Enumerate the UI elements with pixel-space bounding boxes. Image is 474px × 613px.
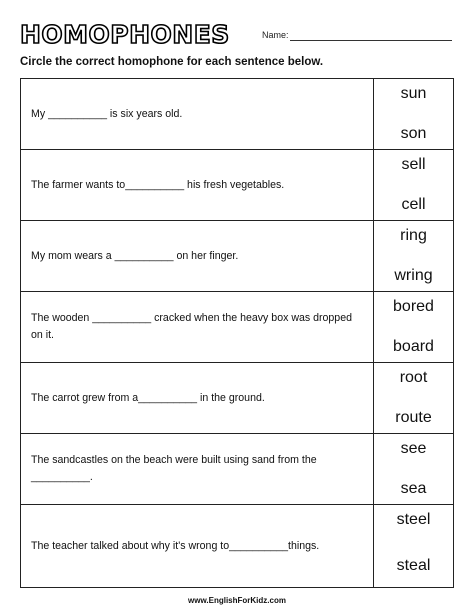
choice-option[interactable]: wring	[394, 267, 433, 284]
table-row	[21, 434, 453, 505]
sentence-text: The carrot grew from a__________ in the ground.	[31, 391, 265, 404]
choices-cell	[374, 363, 453, 433]
sentence-text: The teacher talked about why it's wrong to__________things.	[31, 539, 320, 552]
sentence-text: The wooden __________ cracked when the heavy box was dropped on it.	[31, 312, 352, 341]
choice-option[interactable]: ring	[400, 227, 427, 244]
choice-option[interactable]: see	[400, 440, 427, 457]
sentence-text: My __________ is six years old.	[31, 107, 183, 120]
choice-option[interactable]: bored	[393, 298, 434, 315]
choice-option[interactable]: sun	[400, 85, 427, 102]
sentence-text: The sandcastles on the beach were built using sand from the __________.	[31, 454, 317, 483]
table-row	[21, 292, 453, 363]
sentence-cell	[21, 221, 374, 291]
choice-option[interactable]: son	[400, 125, 427, 142]
choices-cell	[374, 505, 453, 587]
sentence-cell	[21, 505, 374, 587]
table-row	[21, 150, 453, 221]
sentence-cell	[21, 434, 374, 504]
choice-option[interactable]: steel	[396, 511, 431, 528]
sentence-cell	[21, 363, 374, 433]
instructions: Circle the correct homophone for each sentence below.	[20, 56, 324, 68]
choices-cell	[374, 292, 453, 362]
table-row	[21, 505, 453, 587]
sentence-cell	[21, 292, 374, 362]
table-row	[21, 363, 453, 434]
choice-option[interactable]: steal	[396, 557, 431, 574]
sentence-text: My mom wears a __________ on her finger.	[31, 249, 239, 262]
choice-option[interactable]: board	[393, 338, 434, 355]
sentence-cell	[21, 150, 374, 220]
name-field[interactable]	[290, 40, 452, 41]
choices-cell	[374, 221, 453, 291]
name-label: Name:	[262, 30, 289, 40]
footer-website: www.EnglishForKidz.com	[188, 596, 286, 605]
table-row	[21, 221, 453, 292]
choice-option[interactable]: sell	[401, 156, 426, 173]
choice-option[interactable]: cell	[401, 196, 426, 213]
table-row	[21, 79, 453, 150]
sentence-cell	[21, 79, 374, 149]
choice-option[interactable]: route	[395, 409, 432, 426]
choices-cell	[374, 79, 453, 149]
choice-option[interactable]: root	[399, 369, 428, 386]
homophone-table	[20, 78, 454, 588]
page-title: HOMOPHONES	[20, 20, 230, 49]
choice-option[interactable]: sea	[400, 480, 427, 497]
choices-cell	[374, 434, 453, 504]
sentence-text: The farmer wants to__________ his fresh vegetables.	[31, 178, 285, 191]
choices-cell	[374, 150, 453, 220]
